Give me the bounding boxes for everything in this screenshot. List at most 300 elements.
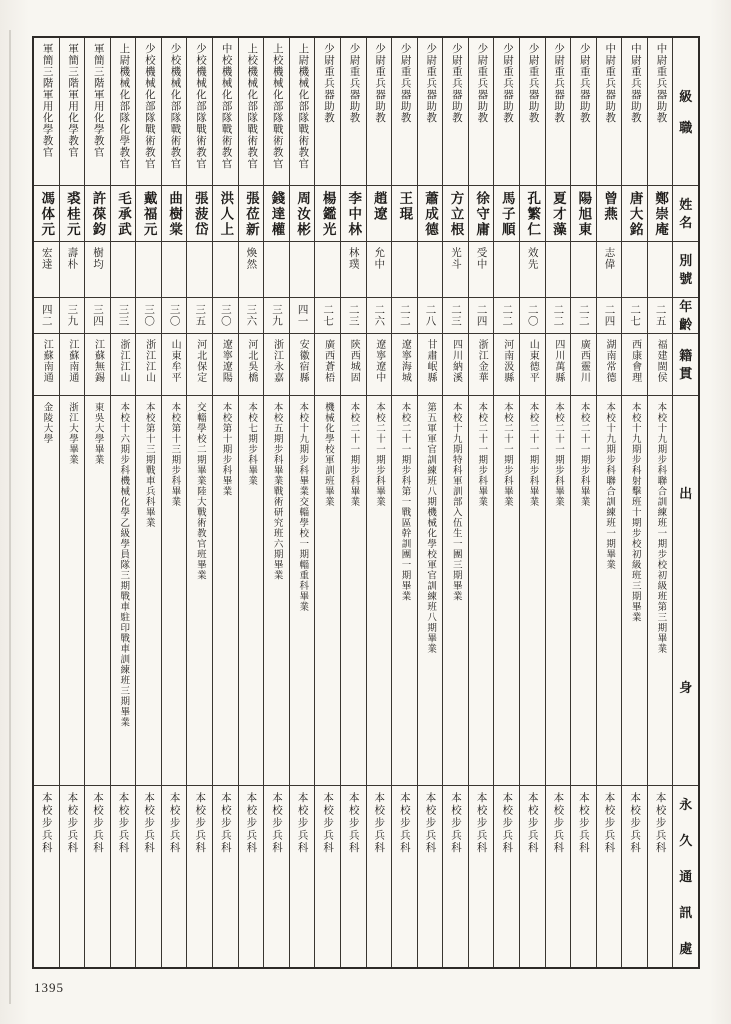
- place-cell: [111, 334, 136, 396]
- origin-text: 機械化學校軍訓班畢業: [322, 402, 333, 507]
- age-text: 四一: [296, 304, 308, 327]
- place-cell: [85, 334, 110, 396]
- address-cell: [111, 786, 136, 967]
- place-cell: [392, 334, 417, 396]
- name-text: 王琨: [397, 191, 413, 222]
- rank-cell: [111, 38, 136, 186]
- place-text: 西康會理: [629, 339, 641, 383]
- person-column-20: [520, 38, 546, 967]
- name-text: 裘桂元: [64, 191, 80, 238]
- place-cell: [367, 334, 392, 396]
- name-cell: [213, 186, 238, 242]
- age-cell: [239, 298, 264, 334]
- name-cell: [597, 186, 622, 242]
- rank-text: 少尉重兵器助教: [322, 43, 334, 124]
- address-text: 本校步兵科: [194, 792, 206, 855]
- age-text: 二五: [654, 304, 666, 327]
- alias-text: 林璞: [347, 247, 359, 270]
- age-text: 二〇: [526, 304, 538, 327]
- rank-text: 中尉重兵器助教: [629, 43, 641, 124]
- place-text: 安徽宿縣: [297, 339, 309, 383]
- name-text: 毛承武: [116, 191, 132, 238]
- place-text: 福建閩侯: [655, 339, 667, 383]
- name-cell: [622, 186, 647, 242]
- address-text: 本校步兵科: [450, 792, 462, 855]
- age-text: 三九: [270, 304, 282, 327]
- address-text: 本校步兵科: [322, 792, 334, 855]
- person-column-17: [443, 38, 469, 967]
- name-text: 陽旭東: [576, 191, 592, 238]
- age-text: 二四: [475, 304, 487, 327]
- alias-cell: [85, 242, 110, 298]
- address-cell: [136, 786, 161, 967]
- age-text: 四二: [40, 304, 52, 327]
- rank-cell: [213, 38, 238, 186]
- name-text: 馬子順: [499, 191, 515, 238]
- origin-text: 本校二十一期步科畢業: [553, 402, 564, 507]
- header-label-char: 身: [679, 680, 693, 696]
- age-cell: [443, 298, 468, 334]
- origin-cell: [571, 396, 596, 786]
- age-text: 三三: [117, 304, 129, 327]
- person-column-25: [648, 38, 674, 967]
- place-cell: [648, 334, 673, 396]
- person-column-1: [34, 38, 60, 967]
- place-cell: [264, 334, 289, 396]
- name-text: 張莅新: [243, 191, 259, 238]
- rank-cell: [392, 38, 417, 186]
- alias-cell: [60, 242, 85, 298]
- place-text: 遼寧遼中: [373, 339, 385, 383]
- name-cell: [418, 186, 443, 242]
- place-text: 江蘇無錫: [92, 339, 104, 383]
- name-text: 徐守庸: [474, 191, 490, 238]
- age-cell: [392, 298, 417, 334]
- age-cell: [520, 298, 545, 334]
- origin-cell: [315, 396, 340, 786]
- address-cell: [622, 786, 647, 967]
- age-text: 三四: [91, 304, 103, 327]
- person-column-12: [315, 38, 341, 967]
- alias-cell: [443, 242, 468, 298]
- age-cell: [213, 298, 238, 334]
- rank-cell: [239, 38, 264, 186]
- address-cell: [418, 786, 443, 967]
- header-label-char: 永: [679, 796, 693, 812]
- origin-cell: [469, 396, 494, 786]
- alias-cell: [520, 242, 545, 298]
- person-column-16: [418, 38, 444, 967]
- name-text: 馮体元: [39, 191, 55, 238]
- header-name-label: [673, 186, 698, 242]
- alias-cell: [34, 242, 59, 298]
- person-column-13: [341, 38, 367, 967]
- name-text: 夏才藻: [550, 191, 566, 238]
- alias-text: 受中: [475, 247, 487, 270]
- origin-cell: [264, 396, 289, 786]
- name-text: 周汝彬: [295, 191, 311, 238]
- address-text: 本校步兵科: [143, 792, 155, 855]
- age-text: 三〇: [168, 304, 180, 327]
- rank-text: 上校機械化部隊戰術教官: [246, 43, 258, 170]
- address-cell: [648, 786, 673, 967]
- person-column-6: [162, 38, 188, 967]
- name-cell: [494, 186, 519, 242]
- rank-cell: [136, 38, 161, 186]
- origin-cell: [367, 396, 392, 786]
- place-cell: [571, 334, 596, 396]
- age-cell: [136, 298, 161, 334]
- name-cell: [367, 186, 392, 242]
- age-text: 三五: [194, 304, 206, 327]
- place-text: 湖南常德: [604, 339, 615, 383]
- age-cell: [367, 298, 392, 334]
- address-cell: [290, 786, 315, 967]
- name-text: 蕭成德: [422, 191, 438, 238]
- name-cell: [60, 186, 85, 242]
- age-text: 二三: [450, 304, 462, 327]
- address-text: 本校步兵科: [424, 792, 436, 855]
- alias-cell: [367, 242, 392, 298]
- person-column-14: [367, 38, 393, 967]
- rank-text: 上尉機械化部隊戰術教官: [297, 43, 309, 170]
- person-column-8: [213, 38, 239, 967]
- alias-cell: [290, 242, 315, 298]
- name-text: 許葆鈞: [90, 191, 106, 238]
- person-column-2: [60, 38, 86, 967]
- name-cell: [264, 186, 289, 242]
- place-cell: [162, 334, 187, 396]
- age-cell: [162, 298, 187, 334]
- rank-text: 中尉重兵器助教: [604, 43, 616, 124]
- place-cell: [290, 334, 315, 396]
- origin-cell: [213, 396, 238, 786]
- origin-text: 浙江大學畢業: [67, 402, 78, 465]
- header-label-char: 年: [679, 299, 693, 314]
- name-cell: [111, 186, 136, 242]
- place-cell: [469, 334, 494, 396]
- place-cell: [622, 334, 647, 396]
- origin-cell: [85, 396, 110, 786]
- header-origin-label: [673, 396, 698, 786]
- header-label-char: 久: [679, 832, 693, 848]
- address-cell: [546, 786, 571, 967]
- age-cell: [494, 298, 519, 334]
- rank-text: 少尉重兵器助教: [425, 43, 437, 124]
- header-label-char: 姓: [679, 197, 693, 212]
- place-text: 廣西靈川: [578, 339, 590, 383]
- place-text: 浙江金華: [476, 339, 488, 383]
- alias-text: 效先: [526, 247, 538, 270]
- place-text: 河北吳橋: [245, 339, 257, 383]
- age-text: 二八: [424, 304, 436, 327]
- rank-text: 中尉重兵器助教: [655, 43, 667, 124]
- address-text: 本校步兵科: [347, 792, 359, 855]
- name-cell: [392, 186, 417, 242]
- name-text: 錢達權: [269, 191, 285, 238]
- origin-text: 金陵大學: [41, 402, 52, 444]
- origin-text: 本校十六期步科機械化學乙級學員隊三期戰車駐印戰車訓練班三期畢業: [118, 402, 129, 728]
- age-text: 二四: [603, 304, 615, 327]
- age-cell: [111, 298, 136, 334]
- address-cell: [239, 786, 264, 967]
- place-text: 浙江永嘉: [271, 339, 283, 383]
- header-label-char: 處: [679, 941, 693, 957]
- rank-text: 軍簡三階軍用化學教官: [41, 43, 53, 158]
- origin-text: 本校十九期步科聯合訓練班一期畢業: [604, 402, 615, 570]
- person-column-15: [392, 38, 418, 967]
- origin-cell: [648, 396, 673, 786]
- person-column-5: [136, 38, 162, 967]
- alias-cell: [494, 242, 519, 298]
- rank-cell: [494, 38, 519, 186]
- name-cell: [520, 186, 545, 242]
- origin-text: 交輜學校二期畢業陸大戰術教官班畢業: [194, 402, 205, 581]
- place-text: 浙江江山: [143, 339, 155, 383]
- age-text: 二六: [373, 304, 385, 327]
- rank-cell: [264, 38, 289, 186]
- rank-text: 少校機械化部隊戰術教官: [143, 43, 155, 170]
- header-label-char: 訊: [679, 905, 693, 921]
- alias-text: 煥然: [245, 247, 257, 270]
- address-text: 本校步兵科: [219, 792, 231, 855]
- age-cell: [648, 298, 673, 334]
- rank-text: 上校機械化部隊戰術教官: [271, 43, 283, 170]
- rank-cell: [443, 38, 468, 186]
- address-cell: [60, 786, 85, 967]
- origin-cell: [520, 396, 545, 786]
- name-cell: [315, 186, 340, 242]
- address-text: 本校步兵科: [629, 792, 641, 855]
- rank-cell: [469, 38, 494, 186]
- age-text: 二二: [577, 304, 589, 327]
- age-cell: [85, 298, 110, 334]
- address-text: 本校步兵科: [117, 792, 129, 855]
- age-cell: [60, 298, 85, 334]
- name-cell: [162, 186, 187, 242]
- origin-text: 本校十九期特科軍訓部入伍生一團三期畢業: [450, 402, 461, 602]
- place-cell: [213, 334, 238, 396]
- address-text: 本校步兵科: [373, 792, 385, 855]
- name-cell: [443, 186, 468, 242]
- origin-cell: [392, 396, 417, 786]
- place-cell: [443, 334, 468, 396]
- name-cell: [239, 186, 264, 242]
- rank-text: 少尉重兵器助教: [553, 43, 565, 124]
- origin-text: 本校十九期步科射擊班十期步校初級班三期畢業: [629, 402, 640, 623]
- address-cell: [571, 786, 596, 967]
- age-cell: [34, 298, 59, 334]
- name-cell: [469, 186, 494, 242]
- rank-text: 少尉重兵器助教: [527, 43, 539, 124]
- age-cell: [290, 298, 315, 334]
- address-cell: [367, 786, 392, 967]
- address-cell: [264, 786, 289, 967]
- origin-cell: [60, 396, 85, 786]
- address-text: 本校步兵科: [501, 792, 513, 855]
- name-text: 唐大銘: [627, 191, 643, 238]
- origin-cell: [34, 396, 59, 786]
- origin-cell: [597, 396, 622, 786]
- address-cell: [85, 786, 110, 967]
- address-cell: [597, 786, 622, 967]
- origin-cell: [546, 396, 571, 786]
- rank-text: 少尉重兵器助教: [501, 43, 513, 124]
- alias-text: 壽朴: [66, 247, 78, 270]
- address-cell: [213, 786, 238, 967]
- address-cell: [469, 786, 494, 967]
- age-cell: [597, 298, 622, 334]
- alias-cell: [392, 242, 417, 298]
- origin-cell: [187, 396, 212, 786]
- name-text: 楊鑑光: [320, 191, 336, 238]
- header-label-char: 職: [679, 119, 693, 135]
- alias-cell: [264, 242, 289, 298]
- age-text: 二七: [322, 304, 334, 327]
- alias-cell: [111, 242, 136, 298]
- rank-text: 中校機械化部隊戰術教官: [220, 43, 232, 170]
- rank-cell: [571, 38, 596, 186]
- rank-text: 上尉機械化部隊化學教官: [118, 43, 130, 170]
- place-text: 四川萬縣: [552, 339, 564, 383]
- origin-text: 東吳大學畢業: [92, 402, 103, 465]
- header-label-char: 名: [679, 215, 693, 230]
- address-cell: [162, 786, 187, 967]
- origin-text: 第五軍軍官訓練班八期機械化學校軍官訓練班八期畢業: [425, 402, 436, 654]
- rank-text: 少尉重兵器助教: [399, 43, 411, 124]
- rank-text: 少尉重兵器助教: [476, 43, 488, 124]
- rank-cell: [622, 38, 647, 186]
- alias-cell: [213, 242, 238, 298]
- origin-cell: [239, 396, 264, 786]
- alias-cell: [187, 242, 212, 298]
- place-cell: [315, 334, 340, 396]
- origin-text: 本校七期步科畢業: [246, 402, 257, 486]
- address-cell: [315, 786, 340, 967]
- alias-cell: [571, 242, 596, 298]
- alias-cell: [315, 242, 340, 298]
- alias-cell: [622, 242, 647, 298]
- address-cell: [520, 786, 545, 967]
- rank-cell: [520, 38, 545, 186]
- header-label-char: 齡: [679, 317, 693, 332]
- place-text: 山東德平: [527, 339, 539, 383]
- alias-text: 志偉: [603, 247, 615, 270]
- name-cell: [290, 186, 315, 242]
- address-text: 本校步兵科: [168, 792, 180, 855]
- rank-cell: [187, 38, 212, 186]
- age-text: 二三: [347, 304, 359, 327]
- place-cell: [494, 334, 519, 396]
- person-column-10: [264, 38, 290, 967]
- alias-cell: [136, 242, 161, 298]
- age-cell: [264, 298, 289, 334]
- age-cell: [469, 298, 494, 334]
- alias-text: 樹均: [91, 247, 103, 270]
- rank-cell: [367, 38, 392, 186]
- alias-cell: [239, 242, 264, 298]
- person-column-22: [571, 38, 597, 967]
- origin-text: 本校二十一期步科畢業: [476, 402, 487, 507]
- address-text: 本校步兵科: [245, 792, 257, 855]
- place-cell: [136, 334, 161, 396]
- rank-cell: [85, 38, 110, 186]
- origin-text: 本校二十一期步科畢業: [578, 402, 589, 507]
- alias-cell: [597, 242, 622, 298]
- age-cell: [418, 298, 443, 334]
- header-rank-label: [673, 38, 698, 186]
- address-text: 本校步兵科: [40, 792, 52, 855]
- alias-cell: [162, 242, 187, 298]
- alias-text: 宏達: [40, 247, 52, 270]
- origin-cell: [136, 396, 161, 786]
- name-text: 戴福元: [141, 191, 157, 238]
- address-text: 本校步兵科: [526, 792, 538, 855]
- place-text: 江蘇南通: [66, 339, 78, 383]
- alias-cell: [418, 242, 443, 298]
- name-cell: [187, 186, 212, 242]
- name-text: 張菠岱: [192, 191, 208, 238]
- person-column-11: [290, 38, 316, 967]
- name-cell: [341, 186, 366, 242]
- name-cell: [136, 186, 161, 242]
- header-label-char: 通: [679, 868, 693, 884]
- name-text: 鄭崇庵: [653, 191, 669, 238]
- address-text: 本校步兵科: [91, 792, 103, 855]
- person-column-3: [85, 38, 111, 967]
- person-column-21: [546, 38, 572, 967]
- rank-text: 少尉重兵器助教: [374, 43, 386, 124]
- alias-text: 光斗: [450, 247, 462, 270]
- rank-text: 少尉重兵器助教: [348, 43, 360, 124]
- person-column-7: [187, 38, 213, 967]
- rank-cell: [34, 38, 59, 186]
- age-cell: [622, 298, 647, 334]
- name-text: 孔繁仁: [525, 191, 541, 238]
- place-cell: [34, 334, 59, 396]
- age-text: 二二: [501, 304, 513, 327]
- place-text: 四川納溪: [450, 339, 462, 383]
- person-column-4: [111, 38, 137, 967]
- place-cell: [341, 334, 366, 396]
- address-text: 本校步兵科: [603, 792, 615, 855]
- address-text: 本校步兵科: [270, 792, 282, 855]
- origin-text: 本校十九期步科聯合訓練班一期步校初級班第三期畢業: [655, 402, 666, 654]
- address-text: 本校步兵科: [296, 792, 308, 855]
- origin-text: 本校十九期步科畢業交輜學校一期輜重科畢業: [297, 402, 308, 612]
- rank-cell: [341, 38, 366, 186]
- name-text: 曾燕: [602, 191, 617, 222]
- origin-text: 本校二十一期步科畢業: [501, 402, 512, 507]
- age-cell: [571, 298, 596, 334]
- place-text: 遼寧海城: [399, 339, 411, 383]
- age-text: 二二: [552, 304, 564, 327]
- place-text: 山東牟平: [169, 339, 181, 383]
- rank-cell: [290, 38, 315, 186]
- name-text: 李中林: [346, 191, 362, 238]
- age-cell: [187, 298, 212, 334]
- name-cell: [85, 186, 110, 242]
- place-text: 陝西城固: [348, 339, 360, 383]
- origin-cell: [418, 396, 443, 786]
- address-text: 本校步兵科: [552, 792, 564, 855]
- age-text: 三九: [66, 304, 78, 327]
- address-text: 本校步兵科: [475, 792, 487, 855]
- age-cell: [546, 298, 571, 334]
- header-address-label: [673, 786, 698, 967]
- name-text: 洪人上: [218, 191, 234, 238]
- rank-text: 少校機械化部隊戰術教官: [195, 43, 207, 170]
